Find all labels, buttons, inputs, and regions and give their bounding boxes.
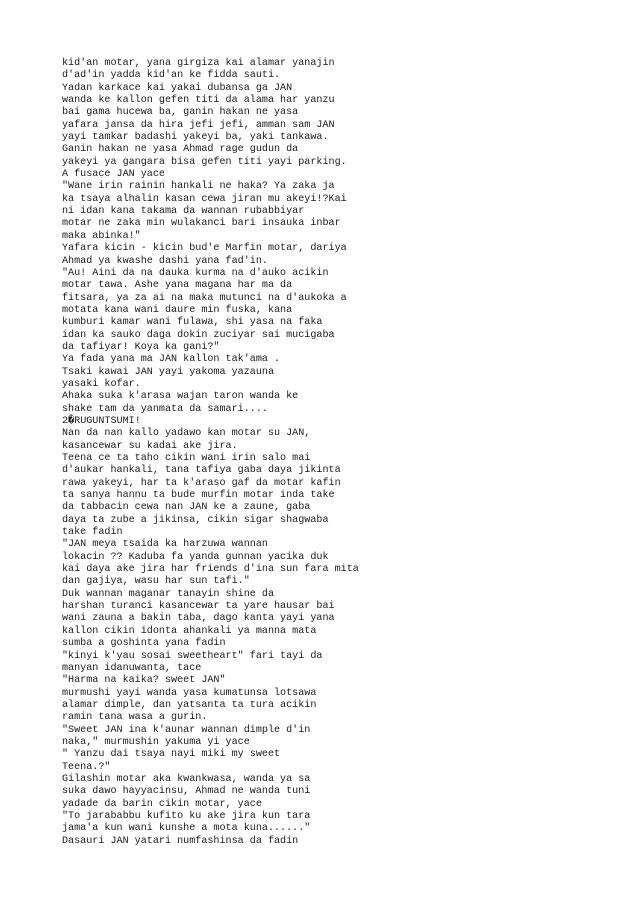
text-line: da tafiyar! Koya ka gani?"	[62, 341, 220, 353]
text-line: "Wane irin rainin hankali ne haka? Ya zaka ja	[62, 181, 335, 193]
text-line: Yafara kicin - kicin bud'e Marfin motar, dariya	[62, 243, 347, 255]
text-line: ka tsaya alhalin kasan cewa jiran mu akeyi!?Kai	[62, 193, 347, 205]
text-line: yasaki kofar.	[62, 378, 141, 390]
text-line: Teena ce ta taho cikin wani irin salo mai	[62, 453, 311, 464]
text-line: kai daya ake jira har friends d'ina sun fara mita	[62, 564, 359, 576]
text-line: shake tam da yanmata da samari....	[62, 403, 268, 415]
text-line: Ganin hakan ne yasa Ahmad rage gudun da	[62, 144, 299, 156]
text-line: "To jarababbu kufito ku ake jira kun tara	[62, 810, 311, 822]
text-line: maka abinka!"	[62, 230, 141, 242]
text-line: yadade da barin cikin motar, yace	[62, 798, 262, 810]
text-line: Tsaki kawai JAN yayi yakoma yazauna	[62, 366, 275, 378]
text-line: "kinyi k'yau sosai sweetheart" fari tayi da	[62, 650, 323, 662]
text-line: "JAN meya tsaida ka harzuwa wannan	[62, 539, 268, 551]
text-line: idan ka sauko daga dokin zuciyar sai mucigaba	[62, 329, 335, 341]
text-line: murmushi yayi wanda yasa kumatunsa lotsawa	[62, 687, 317, 699]
text-line: Duk wannan maganar tanayin shine da	[62, 588, 275, 600]
text-line: yayi tamkar badashi yakeyi ba, yaki tankawa.	[62, 132, 329, 144]
text-line: dan gajiya, wasu har sun tafi."	[62, 576, 250, 588]
text-line: Ahmad ya kwashe dashi yana fad'in.	[62, 255, 268, 267]
text-line: Ya fada yana ma JAN kallon tak'ama .	[62, 354, 281, 366]
text-line: sumba a goshinta yana fadin	[62, 638, 226, 650]
text-line: wani zauna a bakin taba, dago kanta yayi yana	[62, 613, 335, 625]
text-line: " Yanzu dai tsaya nayi miki my sweet	[62, 749, 281, 761]
text-line: yafara jansa da hira jefi jefi, amman sam JAN	[62, 119, 335, 131]
text-line: suka dawo hayyacinsu, Ahmad ne wanda tuni	[62, 786, 311, 798]
text-line: Nan da nan kallo yadawo kan motar su JAN,	[62, 428, 311, 440]
text-line: ramin tana wasa a gurin.	[62, 712, 208, 724]
text-line: rawa yakeyi, har ta k'araso gaf da motar kafin	[62, 477, 341, 489]
text-line: manyan idanuwanta, tace	[62, 662, 202, 674]
text-line: 2�RUGUNTSUMI!	[62, 415, 141, 427]
text-line: da tabbacin cewa nan JAN ke a zaune, gaba	[62, 502, 311, 514]
text-line: d'ad'in yadda kid'an ke fidda sauti.	[62, 70, 281, 82]
text-line: kasancewar su kadai ake jira.	[62, 440, 238, 452]
text-line: kumburi kamar wani fulawa, shi yasa na faka	[62, 317, 323, 329]
text-line: d'aukar hankali, tana tafiya gaba daya jikinta	[62, 465, 341, 477]
text-line: kallon cikin idonta ahankali ya manna mata	[62, 625, 317, 637]
text-line: yakeyi ya gangara bisa gefen titi yayi parking.	[62, 156, 347, 168]
text-line: bai gama hucewa ba, ganin hakan ne yasa	[62, 107, 299, 119]
text-line: motata kana wani daure min fuska, kana	[62, 304, 293, 316]
text-line: lokacin ?? Kaduba fa yanda gunnan yacika duk	[62, 551, 329, 563]
text-line: fitsara, ya za ai na maka mutunci na d'aukoka a	[62, 292, 347, 304]
text-line: motar tawa. Ashe yana magana har ma da	[62, 280, 293, 292]
text-line: A fusace JAN yace	[62, 169, 165, 181]
text-line: Ahaka suka k'arasa wajan taron wanda ke	[62, 391, 299, 403]
text-line: Yadan karkace kai yakai dubansa ga JAN	[62, 82, 293, 94]
text-line: kid'an motar, yana girgiza kai alamar yanajin	[62, 58, 335, 69]
text-line: wanda ke kallon gefen titi da alama har yanzu	[62, 95, 335, 107]
text-line: "Harma na kaika? sweet JAN"	[62, 675, 226, 687]
text-line: daya ta zube a jikinsa, cikin sigar shagwaba	[62, 514, 329, 526]
document-body-text	[62, 58, 622, 848]
text-line: ni idan kana takama da wannan rubabbiyar	[62, 206, 305, 218]
text-line: Teena.?"	[62, 761, 111, 773]
text-line: Dasauri JAN yatari numfashinsa da fadin	[62, 835, 299, 847]
text-line: motar ne zaka min wulakanci bari insauka inbar	[62, 218, 341, 230]
text-line: ta sanya hannu ta bude murfin motar inda take	[62, 490, 335, 502]
text-line: naka," murmushin yakuma yi yace	[62, 736, 250, 748]
text-line: take fadin	[62, 527, 123, 539]
text-line: alamar dimple, dan yatsanta ta tura acikin	[62, 699, 317, 711]
text-line: Gilashin motar aka kwankwasa, wanda ya sa	[62, 773, 311, 785]
text-line: jama'a kun wani kunshe a mota kuna......"	[62, 823, 311, 835]
text-line: "Au! Aini da na dauka kurma na d'auko acikin	[62, 267, 329, 279]
text-line: harshan turanci kasancewar ta yare hausar bai	[62, 601, 335, 613]
text-line: "Sweet JAN ina k'aunar wannan dimple d'in	[62, 724, 311, 736]
